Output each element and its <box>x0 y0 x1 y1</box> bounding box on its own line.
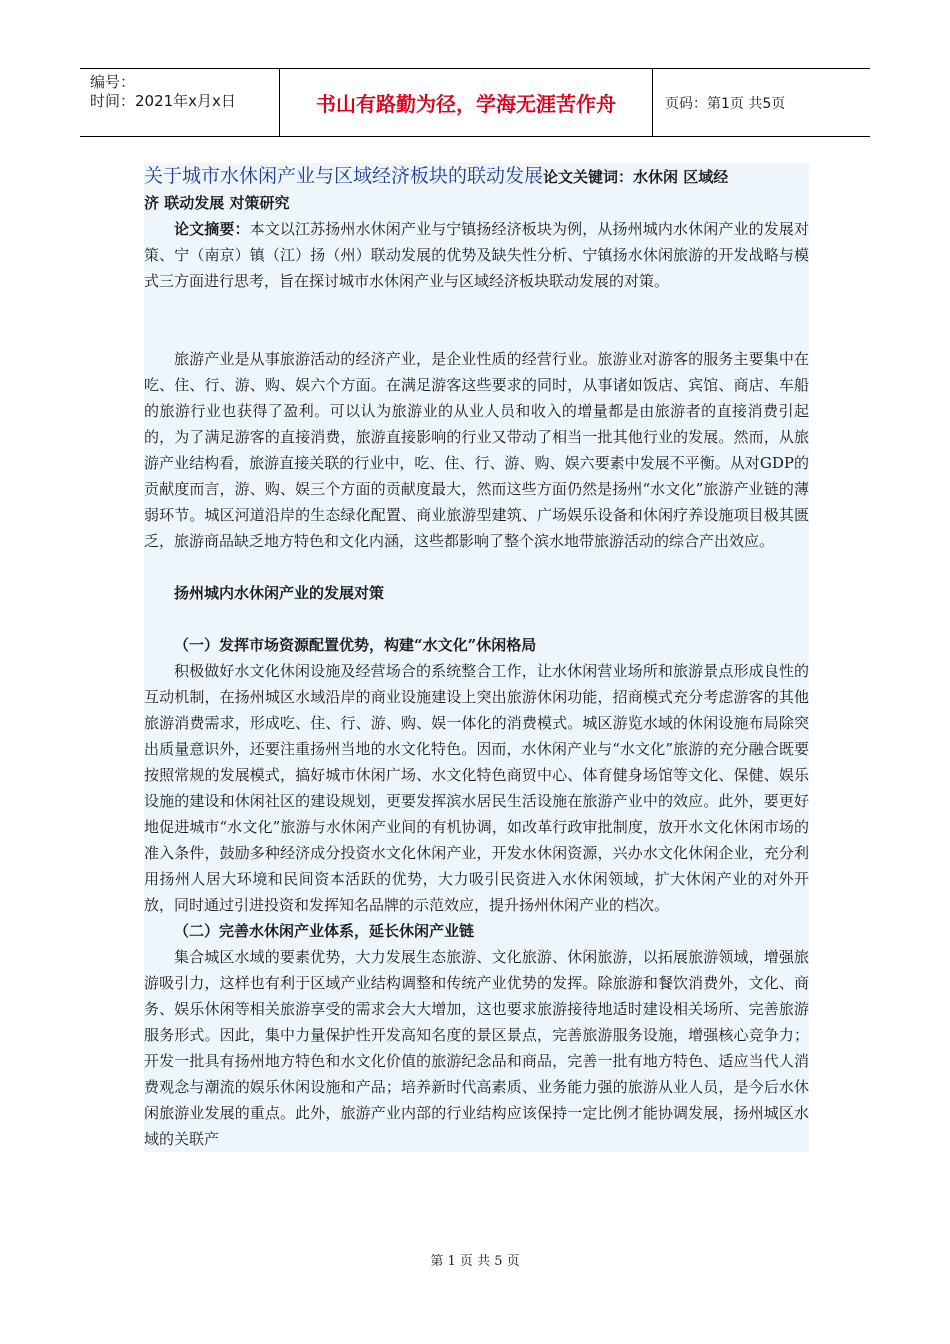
article-title: 关于城市水休闲产业与区域经济板块的联动发展 <box>144 165 544 187</box>
article-body <box>144 163 809 1152</box>
time-label: 时间：2021年x月x日 <box>90 92 236 110</box>
header-page-info: 页码：第1页 共5页 <box>665 95 786 112</box>
keywords-line1: 水休闲 区域经 <box>633 168 729 186</box>
header-motto: 书山有路勤为径，学海无涯苦作舟 <box>280 69 653 136</box>
paragraph-3: 集合城区水域的要素优势，大力发展生态旅游、文化旅游、休闲旅游，以拓展旅游领域，增强旅游吸引力，这样也有利于区域产业结构调整和传统产业优势的发挥。除旅游和餐饮消费外，文化、商务、娱乐休闲等相关旅游享受的需求会大大增加，这也要求旅游接待地适时建设相关场所、完善旅游服务形式。因此，集中力量保护性开发高知名度的景区景点，完善旅游服务设施，增强核心竞争力；开发一批具有扬州地方特色和水文化价值的旅游纪念品和商品，完善一批有地方特色、适应当代人消费观念与潮流的娱乐休闲设施和产品；培养新时代高素质、业务能力强的旅游从业人员，是今后水休闲旅游业发展的重点。此外，旅游产业内部的行业结构应该保持一定比例才能协调发展，扬州城区水域的关联产 <box>144 948 809 1148</box>
abstract-label: 论文摘要： <box>174 220 250 238</box>
page-header <box>80 68 870 137</box>
code-label: 编号： <box>90 73 136 91</box>
header-meta <box>80 69 280 136</box>
abstract-text: 本文以江苏扬州水休闲产业与宁镇扬经济板块为例，从扬州城内水休闲产业的发展对策、宁（南京）镇（江）扬（州）联动发展的优势及缺失性分析、宁镇扬水休闲旅游的开发战略与模式三方面进行思考，旨在探讨城市水休闲产业与区域经济板块联动发展的对策。 <box>144 220 809 290</box>
subheading-2: （二）完善水休闲产业体系，延长休闲产业链 <box>174 922 475 940</box>
paragraph-2: 积极做好水文化休闲设施及经营场合的系统整合工作，让水休闲营业场所和旅游景点形成良性的互动机制，在扬州城区水域沿岸的商业设施建设上突出旅游休闲功能，招商模式充分考虑游客的其他旅游消费需求，形成吃、住、行、游、购、娱一体化的消费模式。城区游览水域的休闲设施布局除突出质量意识外，还要注重扬州当地的水文化特色。因而，水休闲产业与“水文化”旅游的充分融合既要按照常规的发展模式，搞好城市休闲广场、水文化特色商贸中心、体育健身场馆等文化、保健、娱乐设施的建设和休闲社区的建设规划，更要发挥滨水居民生活设施在旅游产业中的效应。此外，要更好地促进城市“水文化”旅游与水休闲产业间的有机协调，如改革行政审批制度，放开水文化休闲市场的准入条件，鼓励多种经济成分投资水文化休闲产业，开发水休闲资源，兴办水文化休闲企业，充分利用扬州人居大环境和民间资本活跃的优势，大力吸引民资进入水休闲领域，扩大休闲产业的对外开放，同时通过引进投资和发挥知名品牌的示范效应，提升扬州休闲产业的档次。 <box>144 662 809 914</box>
keywords-label: 论文关键词： <box>543 168 634 186</box>
keywords-line2: 济 联动发展 对策研究 <box>144 194 290 212</box>
subheading-1: （一）发挥市场资源配置优势，构建“水文化”休闲格局 <box>174 636 537 654</box>
section-heading: 扬州城内水休闲产业的发展对策 <box>174 584 385 602</box>
article-title-line <box>144 163 809 216</box>
paragraph-intro: 旅游产业是从事旅游活动的经济产业，是企业性质的经营行业。旅游业对游客的服务主要集中在吃、住、行、游、购、娱六个方面。在满足游客这些要求的同时，从事诸如饭店、宾馆、商店、车船的旅游行业也获得了盈利。可以认为旅游业的从业人员和收入的增量都是由旅游者的直接消费引起的，为了满足游客的直接消费，旅游直接影响的行业又带动了相当一批其他行业的发展。然而，从旅游产业结构看，旅游直接关联的行业中，吃、住、行、游、购、娱六要素中发展不平衡。从对GDP的贡献度而言，游、购、娱三个方面的贡献度最大，然而这些方面仍然是扬州“水文化”旅游产业链的薄弱环节。城区河道沿岸的生态绿化配置、商业旅游型建筑、广场娱乐设备和休闲疗养设施项目极其匮乏，旅游商品缺乏地方特色和文化内涵，这些都影响了整个滨水地带旅游活动的综合产出效应。 <box>144 350 809 550</box>
abstract <box>144 216 809 294</box>
page-footer: 第 1 页 共 5 页 <box>430 1254 520 1269</box>
